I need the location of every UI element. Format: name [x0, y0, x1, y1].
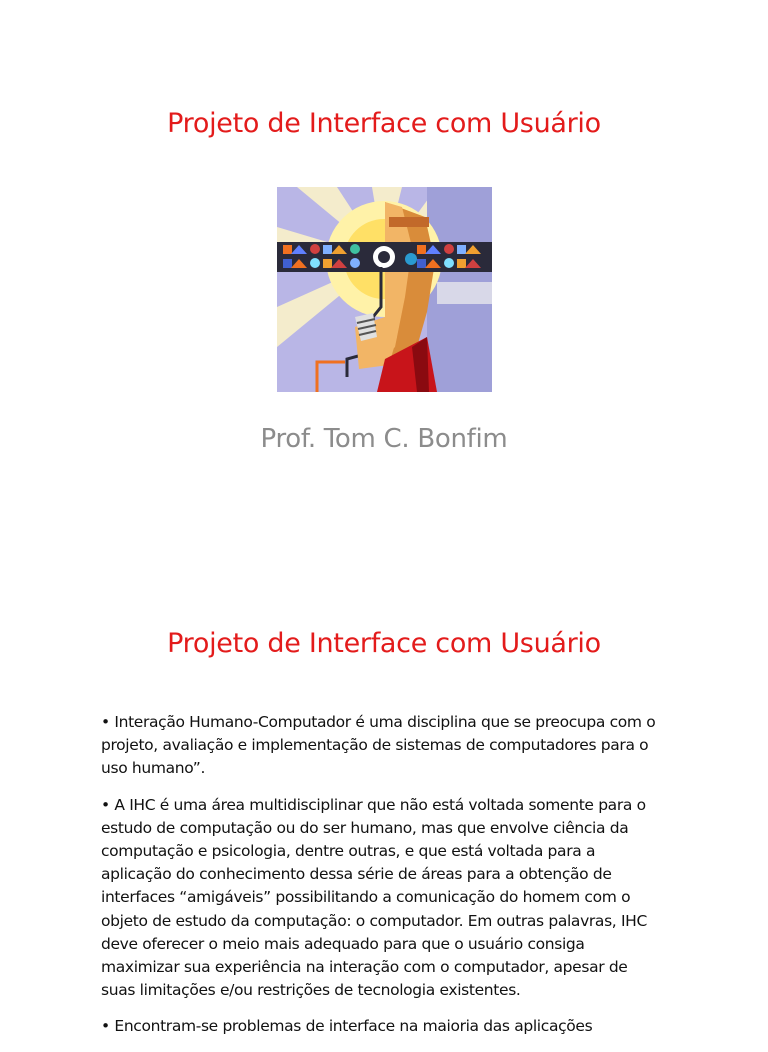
slide-title: Projeto de Interface com Usuário: [167, 108, 601, 139]
slide-subtitle-author: Prof. Tom C. Bonfim: [260, 424, 508, 454]
bullet-item: • Interação Humano-Computador é uma disciplina que se preocupa com o projeto, avaliação e implementação de sistemas de computadores para o uso humano”.: [101, 713, 656, 778]
human-computer-face-clipart-icon: [277, 187, 492, 392]
bullet-item: • A IHC é uma área multidisciplinar que não está voltada somente para o estudo de computação ou do ser humano, mas que envolve ciência da computação e psicologia, dentre outras, e que está voltada para a aplicação do conhecimento dessa série de áreas para a obtenção de interfaces “amigáveis” possibilitando a comunicação do homem com o objeto de estudo da computação: o computador. Em outras palavras, IHC deve oferecer o meio mais adequado para que o usuário consiga maximizar sua experiência na interação com o computador, apesar de suas limitações e/ou restrições de tecnologia existentes.: [101, 795, 647, 1000]
slide-title: Projeto de Interface com Usuário: [167, 628, 601, 659]
slide-2: [0, 576, 768, 1036]
bullet-list: [101, 711, 661, 1052]
bullet-item: • Encontram-se problemas de interface na maioria das aplicações: [101, 1017, 593, 1036]
